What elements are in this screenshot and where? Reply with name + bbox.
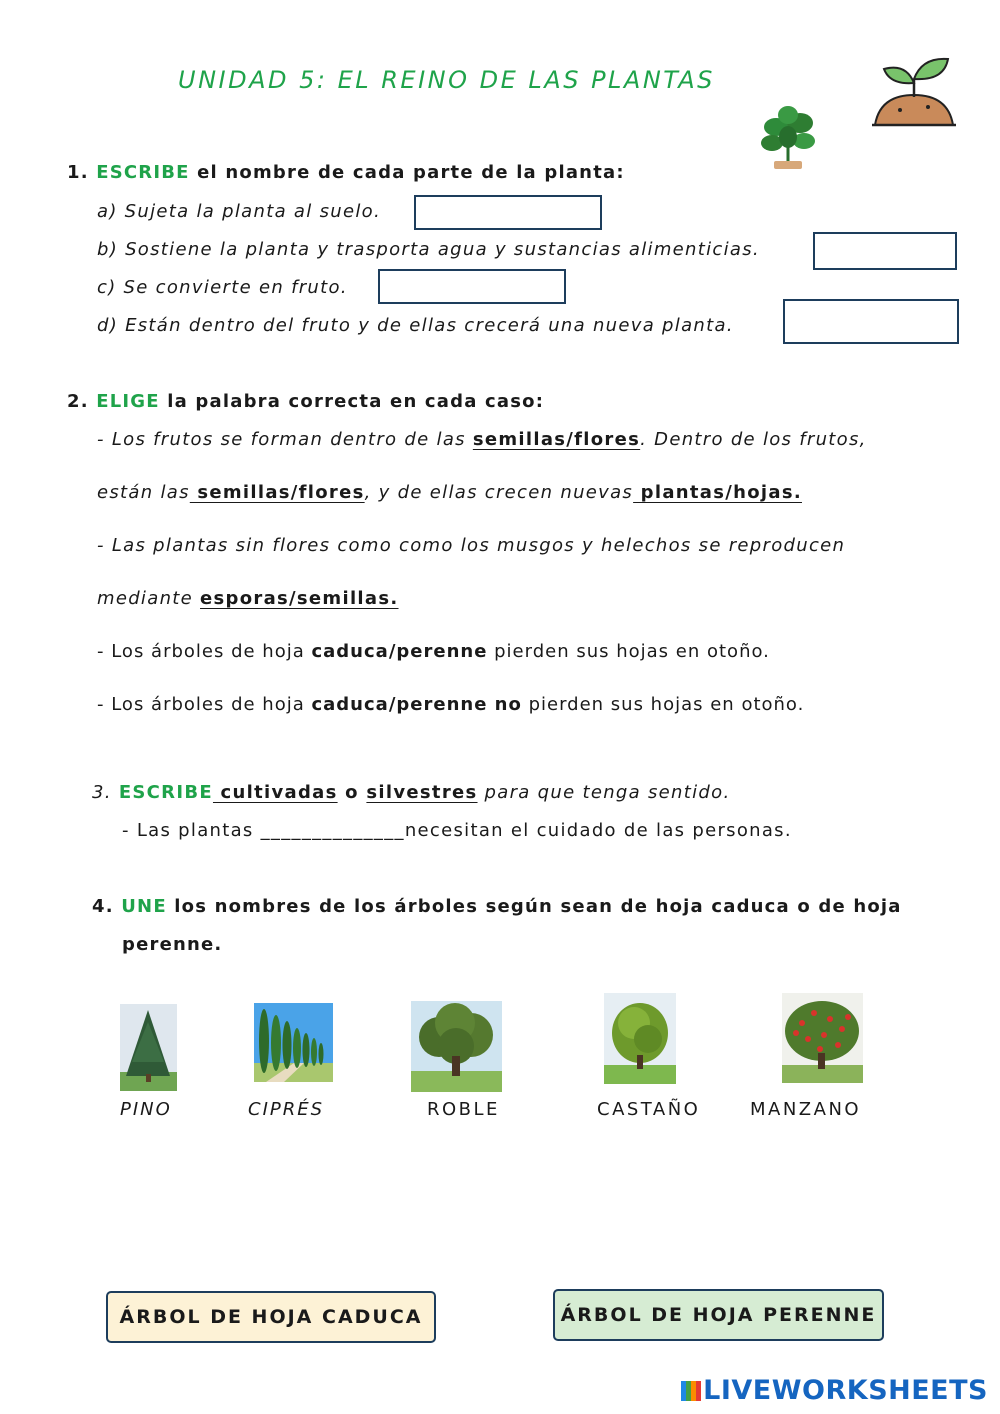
q2-line-5	[97, 641, 770, 662]
q3-fill-line[interactable]: - Las plantas ______________necesitan el cuidado de las personas.	[122, 820, 792, 841]
instruction-verb: UNE	[121, 896, 167, 917]
q2-line-1	[97, 429, 867, 450]
answer-box-b[interactable]	[813, 232, 957, 270]
instruction-text: para que tenga sentido.	[477, 782, 731, 803]
answer-box-d[interactable]	[783, 299, 959, 344]
q1-item-a: a) Sujeta la planta al suelo.	[97, 201, 381, 222]
liveworksheets-logo	[681, 1375, 988, 1406]
option-silvestres: silvestres	[366, 782, 478, 803]
text: mediante	[97, 588, 201, 609]
question-number: 2.	[67, 391, 89, 412]
option-cultivadas: cultivadas	[212, 782, 338, 803]
choice-semillas-flores-1[interactable]: semillas/flores	[472, 429, 641, 450]
question-number: 4.	[92, 896, 114, 917]
q2-line-4	[97, 588, 399, 609]
choice-caduca-perenne-2[interactable]: caduca/perenne no	[311, 694, 522, 715]
q1-item-b: b) Sostiene la planta y trasporta agua y sustancias alimenticias.	[97, 239, 760, 260]
category-box-perenne[interactable]: ÁRBOL DE HOJA PERENNE	[553, 1289, 884, 1341]
tree-label-manzano[interactable]: MANZANO	[750, 1099, 862, 1120]
text: pierden sus hojas en otoño.	[487, 641, 770, 662]
choice-plantas-hojas[interactable]: plantas/hojas.	[633, 482, 802, 503]
choice-semillas-flores-2[interactable]: semillas/flores	[189, 482, 365, 503]
page-title: UNIDAD 5: EL REINO DE LAS PLANTAS	[178, 66, 715, 94]
oak-tree-image[interactable]	[411, 1001, 502, 1092]
tree-label-pino[interactable]: PINO	[120, 1099, 172, 1120]
text: pierden sus hojas en otoño.	[521, 694, 805, 715]
choice-esporas-semillas[interactable]: esporas/semillas.	[200, 588, 399, 609]
question-number: 1.	[67, 162, 89, 183]
q1-item-c: c) Se convierte en fruto.	[97, 277, 348, 298]
q1-item-d: d) Están dentro del fruto y de ellas crecerá una nueva planta.	[97, 315, 734, 336]
tree-label-roble[interactable]: ROBLE	[427, 1099, 500, 1120]
q2-line-3: - Las plantas sin flores como como los musgos y helechos se reproducen	[97, 535, 846, 556]
question-2-heading	[67, 391, 544, 412]
instruction-text: los nombres de los árboles según sean de hoja caduca o de hoja	[166, 896, 902, 917]
answer-box-a[interactable]	[414, 195, 602, 230]
instruction-text: la palabra correcta en cada caso:	[159, 391, 545, 412]
text: están las	[97, 482, 190, 503]
liveworksheets-logo-text: LIVEWORKSHEETS	[703, 1375, 988, 1406]
text: - Los árboles de hoja	[97, 694, 312, 715]
cypress-tree-image[interactable]	[254, 1003, 333, 1082]
q2-line-2	[97, 482, 802, 503]
text: o	[337, 782, 367, 803]
liveworksheets-logo-mark	[681, 1381, 701, 1401]
potted-plant-icon	[758, 105, 818, 171]
instruction-text: el nombre de cada parte de la planta:	[189, 162, 625, 183]
instruction-verb: ELIGE	[96, 391, 160, 412]
question-3-heading	[92, 782, 731, 803]
question-4-continuation: perenne.	[122, 934, 223, 955]
question-4-heading	[92, 896, 902, 917]
category-box-caduca[interactable]: ÁRBOL DE HOJA CADUCA	[106, 1291, 436, 1343]
tree-label-castano[interactable]: CASTAÑO	[597, 1099, 701, 1120]
answer-box-c[interactable]	[378, 269, 566, 304]
text: - Los frutos se forman dentro de las	[97, 429, 473, 450]
pine-tree-image[interactable]	[120, 1004, 177, 1091]
text: . Dentro de los frutos,	[640, 429, 867, 450]
chestnut-tree-image[interactable]	[604, 993, 676, 1084]
instruction-verb: ESCRIBE	[96, 162, 190, 183]
question-number: 3.	[92, 782, 112, 803]
instruction-verb: ESCRIBE	[118, 782, 213, 803]
sprout-in-soil-icon	[870, 55, 958, 130]
q2-line-6	[97, 694, 804, 715]
text: , y de ellas crecen nuevas	[364, 482, 634, 503]
text: - Los árboles de hoja	[97, 641, 312, 662]
apple-tree-image[interactable]	[782, 993, 863, 1083]
tree-label-cipres[interactable]: CIPRÉS	[248, 1099, 325, 1120]
choice-caduca-perenne-1[interactable]: caduca/perenne	[311, 641, 488, 662]
question-1-heading	[67, 162, 625, 183]
